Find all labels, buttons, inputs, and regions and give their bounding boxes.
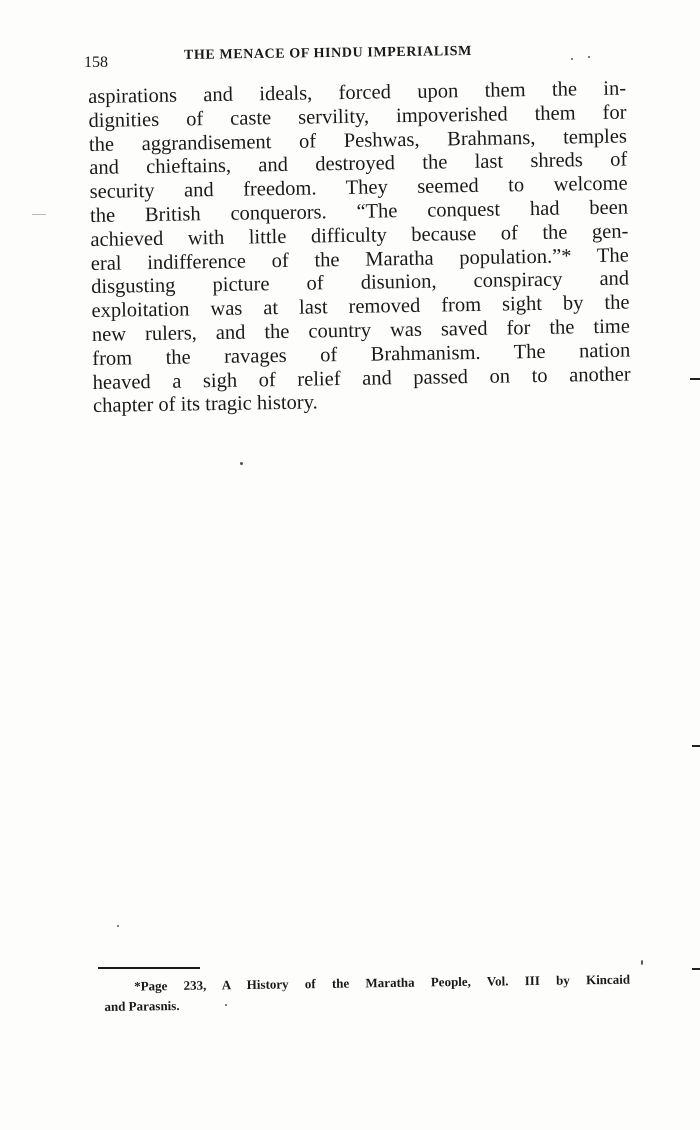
body-line: eral indifference of the Maratha population.”* The — [90, 244, 629, 275]
body-paragraph — [88, 78, 631, 420]
body-line: and chieftains, and destroyed the last shreds of — [89, 148, 628, 180]
scan-speck — [117, 925, 119, 927]
body-line: aspirations and ideals, forced upon them the in- — [88, 77, 627, 108]
scan-edge-mark — [692, 745, 700, 747]
footnote-divider — [98, 967, 200, 969]
running-title: THE MENACE OF HINDU IMPERIALISM — [183, 43, 473, 63]
scan-speck — [240, 462, 243, 465]
scan-edge-mark — [692, 968, 700, 970]
body-line: chapter of its tragic history. — [92, 391, 318, 418]
page-header — [84, 43, 604, 72]
footnote-line: *Page 233, A History of the Maratha People, Vol. III by Kincaid — [134, 971, 631, 994]
footnote — [104, 970, 631, 1017]
body-line: heaved a sigh of relief and passed on to another — [92, 363, 631, 394]
scan-speck — [641, 960, 643, 965]
footnote-line: and Parasnis. — [104, 997, 180, 1014]
body-line: the aggrandisement of Peshwas, Brahmans, temples — [88, 125, 628, 156]
body-line: new rulers, and the country was saved for the time — [91, 315, 631, 346]
page-number: 158 — [84, 54, 108, 71]
scan-speck — [571, 58, 573, 60]
body-line: achieved with little difficulty because of the gen- — [90, 220, 629, 251]
scan-edge-mark — [690, 378, 700, 380]
body-line: dignities of caste servility, impoverished them for — [88, 101, 627, 132]
scan-speck — [225, 1004, 227, 1006]
body-line: disgusting picture of disunion, conspiracy and — [90, 267, 630, 299]
body-line: security and freedom. They seemed to welcome — [89, 172, 628, 204]
scan-speck — [588, 56, 590, 58]
body-line: exploitation was at last removed from sight by the — [91, 291, 630, 323]
body-line: from the ravages of Brahmanism. The nation — [92, 339, 631, 370]
scan-edge-mark — [32, 214, 46, 215]
body-line: the British conquerors. “The conquest had been — [89, 196, 629, 227]
